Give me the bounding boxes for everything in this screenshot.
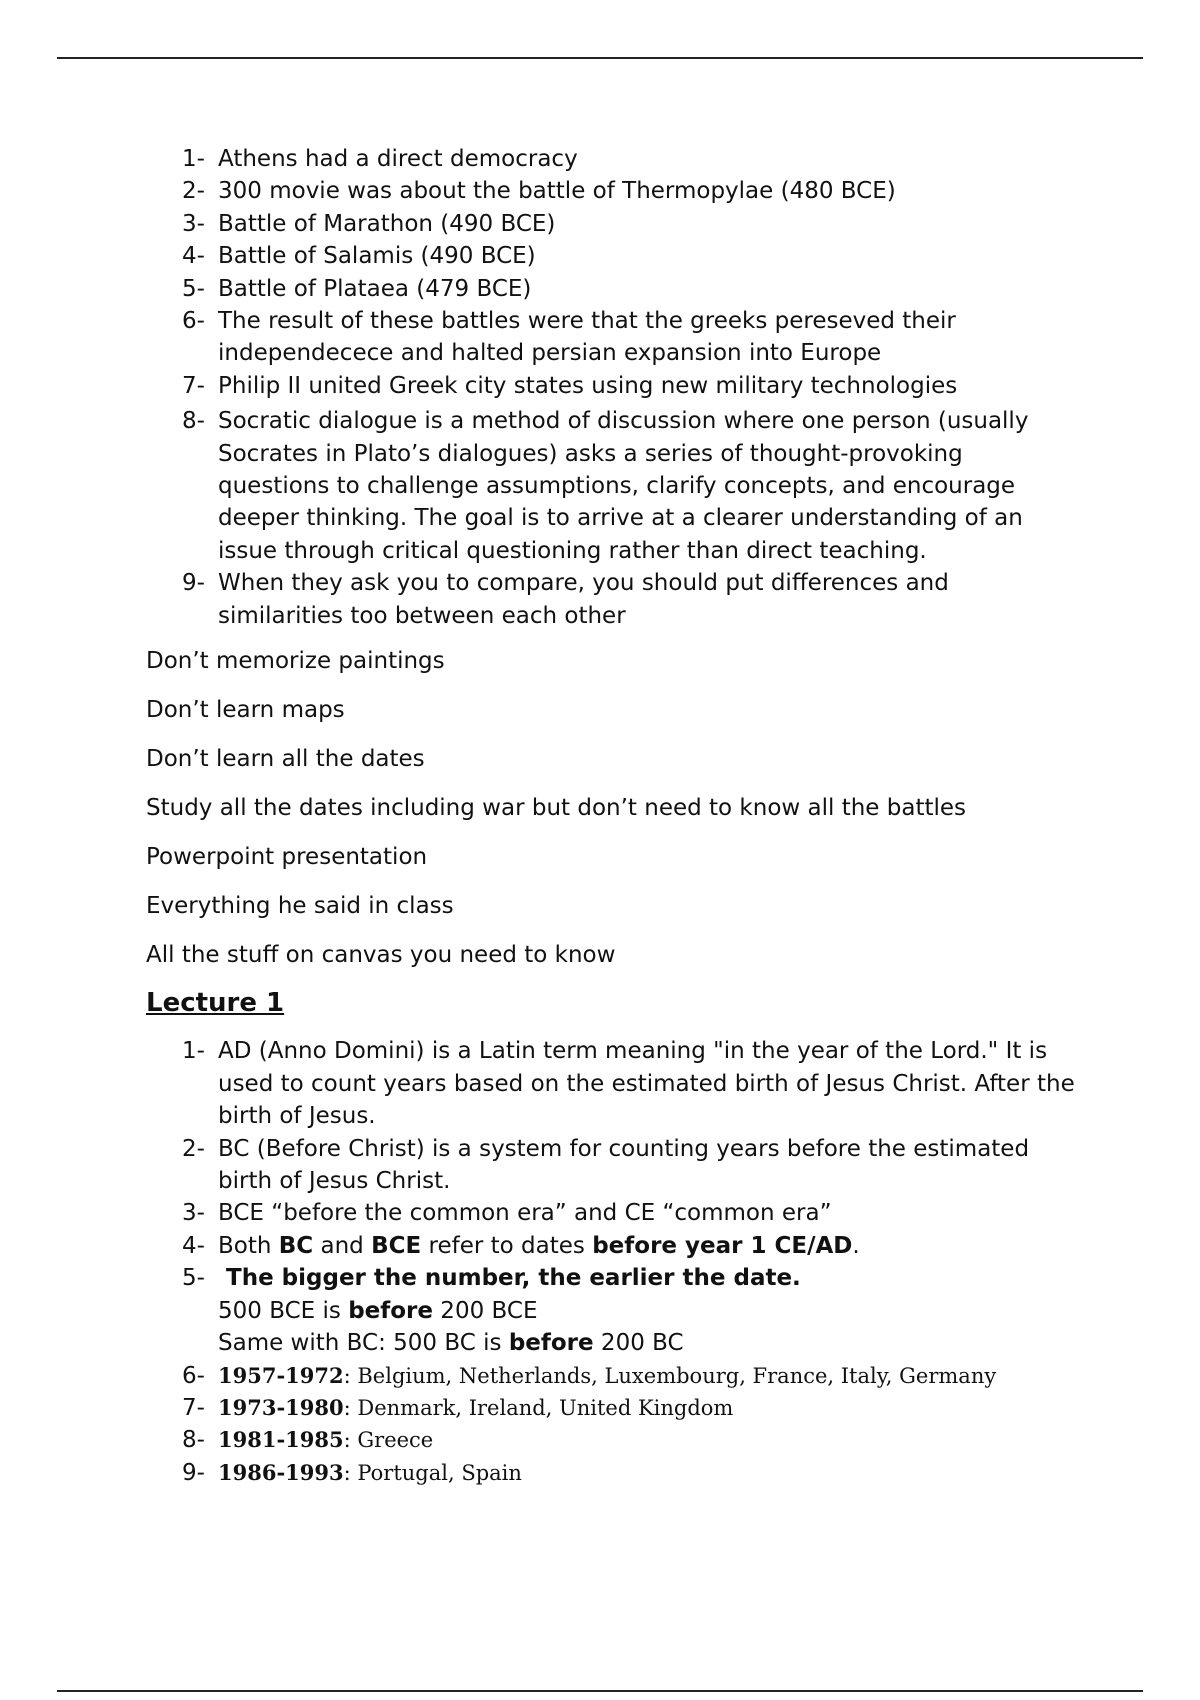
country-list: : Greece bbox=[343, 1428, 434, 1453]
list-text: Battle of Salamis (490 BCE) bbox=[218, 243, 536, 270]
list-number: 8- bbox=[182, 408, 205, 435]
list-text: When they ask you to compare, you should put differences and similarities too between each other bbox=[218, 570, 949, 629]
list-number: 1- bbox=[182, 1038, 205, 1065]
list-item bbox=[146, 143, 1076, 175]
list-item bbox=[146, 1424, 1076, 1456]
list-item bbox=[146, 305, 1076, 370]
list-number: 2- bbox=[182, 178, 205, 205]
list-item bbox=[146, 1133, 1076, 1198]
list-number: 3- bbox=[182, 210, 205, 237]
year-range: 1973-1980 bbox=[218, 1394, 344, 1420]
list-number: 1- bbox=[182, 146, 205, 172]
note-paragraph: All the stuff on canvas you need to know bbox=[146, 941, 616, 968]
list-item bbox=[146, 1230, 1076, 1262]
list-text-part: Both bbox=[218, 1232, 279, 1259]
list-item bbox=[146, 1035, 1076, 1132]
list-text-part: Same with BC: 500 BC is bbox=[218, 1330, 509, 1357]
list-item bbox=[146, 1457, 1076, 1489]
list-number: 6- bbox=[182, 1362, 205, 1389]
list-item bbox=[146, 405, 1076, 567]
list-text-part: 200 BCE bbox=[433, 1297, 538, 1324]
list-number: 6- bbox=[182, 308, 205, 335]
list-number: 5- bbox=[182, 1265, 205, 1292]
list-text-part: . bbox=[852, 1232, 860, 1259]
year-range: 1981-1985 bbox=[218, 1427, 344, 1453]
bold-rule: The bigger the number, the earlier the date. bbox=[226, 1265, 801, 1292]
note-paragraph: Powerpoint presentation bbox=[146, 843, 428, 870]
list-item bbox=[146, 1197, 1076, 1229]
bold-term: before bbox=[348, 1297, 433, 1324]
list-item bbox=[146, 1360, 1076, 1392]
list-item bbox=[146, 1262, 1076, 1359]
year-range: 1957-1972 bbox=[218, 1362, 344, 1388]
study-notes bbox=[146, 645, 1076, 971]
bold-term: before year 1 CE/AD bbox=[592, 1232, 853, 1259]
list-item bbox=[146, 370, 1076, 402]
country-list: : Portugal, Spain bbox=[343, 1460, 522, 1485]
list-number: 5- bbox=[182, 275, 205, 302]
list-text-part: refer to dates bbox=[421, 1232, 593, 1259]
country-list: : Belgium, Netherlands, Luxembourg, France, Italy, Germany bbox=[343, 1363, 997, 1388]
list-text: Athens had a direct democracy bbox=[218, 146, 578, 172]
bold-term: BCE bbox=[371, 1232, 422, 1259]
list-text: Battle of Marathon (490 BCE) bbox=[218, 210, 556, 237]
list-number: 4- bbox=[182, 243, 205, 270]
list-item bbox=[146, 240, 1076, 272]
list-number: 9- bbox=[182, 570, 205, 597]
list-number: 4- bbox=[182, 1232, 205, 1259]
year-range: 1986-1993 bbox=[218, 1459, 344, 1485]
list-number: 7- bbox=[182, 372, 205, 399]
page-content bbox=[146, 143, 1076, 1489]
list-text-part: 500 BCE is bbox=[218, 1297, 349, 1324]
list-text: The result of these battles were that the greeks pereseved their independecece and halted persian expansion into Europe bbox=[218, 308, 956, 367]
list-text: AD (Anno Domini) is a Latin term meaning "in the year of the Lord." It is used to count years based on the estimated birth of Jesus Christ. After the birth of Jesus. bbox=[218, 1038, 1075, 1130]
list-text: 300 movie was about the battle of Thermopylae (480 BCE) bbox=[218, 178, 896, 205]
header-rule bbox=[57, 57, 1143, 59]
list-number: 3- bbox=[182, 1200, 205, 1227]
bold-term: before bbox=[508, 1330, 594, 1357]
list-item bbox=[146, 273, 1076, 305]
list-item bbox=[146, 567, 1076, 632]
list-text-part: 200 BC bbox=[593, 1330, 684, 1357]
exam-notes-list bbox=[146, 143, 1076, 632]
note-paragraph: Don’t learn maps bbox=[146, 697, 345, 723]
lecture-1-list bbox=[146, 1035, 1076, 1489]
list-item bbox=[146, 208, 1076, 240]
bold-term: BC bbox=[278, 1232, 314, 1259]
country-list: : Denmark, Ireland, United Kingdom bbox=[343, 1395, 734, 1420]
list-number: 8- bbox=[182, 1427, 205, 1454]
list-text: Battle of Plataea (479 BCE) bbox=[218, 275, 532, 302]
note-paragraph: Don’t learn all the dates bbox=[146, 745, 425, 772]
list-item bbox=[146, 175, 1076, 207]
list-number: 2- bbox=[182, 1135, 205, 1162]
footer-rule bbox=[57, 1690, 1143, 1692]
note-paragraph: Study all the dates including war but don’t need to know all the battles bbox=[146, 794, 967, 821]
list-text: BCE “before the common era” and CE “common era” bbox=[218, 1200, 832, 1227]
list-text-part: and bbox=[313, 1232, 372, 1259]
list-item bbox=[146, 1392, 1076, 1424]
list-number: 7- bbox=[182, 1394, 205, 1421]
list-text: Socratic dialogue is a method of discussion where one person (usually Socrates in Plato’s dialogues) asks a series of thought-provoking questions to challenge assumptions, clarify concepts, and encourage deeper thinking. The goal is to arrive at a clearer understanding of an issue through critical questioning rather than direct teaching. bbox=[218, 408, 1029, 564]
list-text: Philip II united Greek city states using new military technologies bbox=[218, 372, 958, 399]
section-heading: Lecture 1 bbox=[146, 988, 285, 1019]
note-paragraph: Everything he said in class bbox=[146, 892, 454, 919]
list-text: BC (Before Christ) is a system for counting years before the estimated birth of Jesus Christ. bbox=[218, 1135, 1030, 1195]
note-paragraph: Don’t memorize paintings bbox=[146, 648, 445, 675]
list-number: 9- bbox=[182, 1459, 205, 1486]
